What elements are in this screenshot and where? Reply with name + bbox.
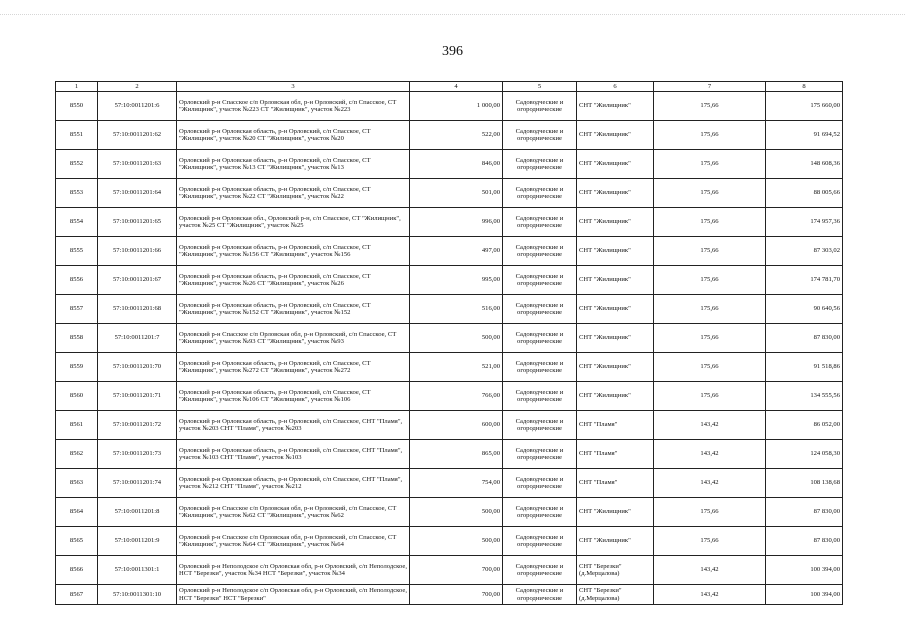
- col-header: 8: [766, 82, 843, 92]
- row-number: 8551: [56, 121, 98, 150]
- area: 500,00: [410, 498, 503, 527]
- unit-price: 175,66: [654, 266, 766, 295]
- cadastral-number: 57:10:0011201:73: [98, 440, 177, 469]
- cadastral-number: 57:10:0011201:72: [98, 411, 177, 440]
- cadastral-number: 57:10:0011201:74: [98, 469, 177, 498]
- land-use: Садоводческие и огороднические: [503, 295, 577, 324]
- cadastral-number: 57:10:0011201:64: [98, 179, 177, 208]
- land-use: Садоводческие и огороднические: [503, 556, 577, 585]
- land-use: Садоводческие и огороднические: [503, 353, 577, 382]
- address: Орловский р-н Спасское с/п Орловская обл, р-н Орловский, с/п Спасское, СТ "Жилищник", участок №223 СТ "Жилищник", участок №223: [177, 92, 410, 121]
- cadastral-number: 57:10:0011201:65: [98, 208, 177, 237]
- organization: СНТ "Пламя": [577, 469, 654, 498]
- scan-noise: [0, 14, 905, 19]
- col-header: 6: [577, 82, 654, 92]
- address: Орловский р-н Орловская область, р-н Орловский, с/п Спасское, СТ "Жилищник", участок №13 СТ "Жилищник", участок №13: [177, 150, 410, 179]
- table-row: [56, 382, 843, 411]
- unit-price: 175,66: [654, 92, 766, 121]
- row-number: 8567: [56, 585, 98, 605]
- land-use: Садоводческие и огороднические: [503, 121, 577, 150]
- unit-price: 143,42: [654, 585, 766, 605]
- address: Орловский р-н Орловская область, р-н Орловский, с/п Спасское, СНТ "Пламя", участок №203 СНТ "Пламя", участок №203: [177, 411, 410, 440]
- unit-price: 175,66: [654, 324, 766, 353]
- area: 500,00: [410, 527, 503, 556]
- table-row: [56, 208, 843, 237]
- cadastral-cost: 86 052,00: [766, 411, 843, 440]
- area: 700,00: [410, 556, 503, 585]
- address: Орловский р-н Спасское с/п Орловская обл, р-н Орловский, с/п Спасское, СТ "Жилищник", участок №62 СТ "Жилищник", участок №62: [177, 498, 410, 527]
- area: 500,00: [410, 324, 503, 353]
- area: 995,00: [410, 266, 503, 295]
- cadastral-number: 57:10:0011201:71: [98, 382, 177, 411]
- row-number: 8554: [56, 208, 98, 237]
- cadastral-cost: 148 608,36: [766, 150, 843, 179]
- area: 865,00: [410, 440, 503, 469]
- area: 700,00: [410, 585, 503, 605]
- cadastral-cost: 87 303,02: [766, 237, 843, 266]
- organization: СНТ "Жилищник": [577, 92, 654, 121]
- land-use: Садоводческие и огороднические: [503, 324, 577, 353]
- row-number: 8557: [56, 295, 98, 324]
- organization: СНТ "Жилищник": [577, 150, 654, 179]
- organization: СНТ "Жилищник": [577, 527, 654, 556]
- table-row: [56, 353, 843, 382]
- table-row: [56, 179, 843, 208]
- address: Орловский р-н Орловская область, р-н Орловский, с/п Спасское, СТ "Жилищник", участок №106 СТ "Жилищник", участок №106: [177, 382, 410, 411]
- area: 497,00: [410, 237, 503, 266]
- table-row: [56, 324, 843, 353]
- area: 846,00: [410, 150, 503, 179]
- unit-price: 143,42: [654, 411, 766, 440]
- cadastral-number: 57:10:0011201:68: [98, 295, 177, 324]
- table-row: [56, 527, 843, 556]
- cadastral-cost: 87 830,00: [766, 498, 843, 527]
- cadastral-cost: 90 640,56: [766, 295, 843, 324]
- organization: СНТ "Жилищник": [577, 353, 654, 382]
- address: Орловский р-н Орловская область, р-н Орловский, с/п Спасское, СТ "Жилищник", участок №152 СТ "Жилищник", участок №152: [177, 295, 410, 324]
- cadastral-number: 57:10:0011201:9: [98, 527, 177, 556]
- area: 754,00: [410, 469, 503, 498]
- table-row: [56, 498, 843, 527]
- cadastral-number: 57:10:0011201:6: [98, 92, 177, 121]
- organization: СНТ "Жилищник": [577, 498, 654, 527]
- address: Орловский р-н Неполодское с/п Орловская обл, р-н Орловский, с/п Неполодское, НСТ "Березки", участок №34 НСТ "Березки", участок №34: [177, 556, 410, 585]
- organization: СНТ "Жилищник": [577, 179, 654, 208]
- address: Орловский р-н Орловская область, р-н Орловский, с/п Спасское, СТ "Жилищник", участок №272 СТ "Жилищник", участок №272: [177, 353, 410, 382]
- area: 516,00: [410, 295, 503, 324]
- unit-price: 175,66: [654, 353, 766, 382]
- cadastral-number: 57:10:0011201:66: [98, 237, 177, 266]
- land-use: Садоводческие и огороднические: [503, 237, 577, 266]
- address: Орловский р-н Орловская область, р-н Орловский, с/п Спасское, СТ "Жилищник", участок №156 СТ "Жилищник", участок №156: [177, 237, 410, 266]
- table-row: [56, 469, 843, 498]
- cadastral-number: 57:10:0011201:8: [98, 498, 177, 527]
- unit-price: 175,66: [654, 179, 766, 208]
- row-number: 8559: [56, 353, 98, 382]
- col-header: 3: [177, 82, 410, 92]
- table-row: [56, 92, 843, 121]
- cadastral-cost: 175 660,00: [766, 92, 843, 121]
- cadastral-cost: 88 005,66: [766, 179, 843, 208]
- cadastral-number: 57:10:0011301:10: [98, 585, 177, 605]
- organization: СНТ "Березки" (д.Мерцалова): [577, 556, 654, 585]
- cadastral-cost: 87 830,00: [766, 324, 843, 353]
- organization: СНТ "Жилищник": [577, 121, 654, 150]
- cadastral-cost: 174 957,36: [766, 208, 843, 237]
- address: Орловский р-н Орловская обл., Орловский р-н, с/п Спасское, СТ "Жилищник", участок №25 СТ "Жилищник", участок №25: [177, 208, 410, 237]
- row-number: 8561: [56, 411, 98, 440]
- unit-price: 175,66: [654, 498, 766, 527]
- table-body: [56, 92, 843, 605]
- table-row: [56, 556, 843, 585]
- organization: СНТ "Жилищник": [577, 266, 654, 295]
- area: 521,00: [410, 353, 503, 382]
- address: Орловский р-н Орловская область, р-н Орловский, с/п Спасское, СТ "Жилищник", участок №20 СТ "Жилищник", участок №20: [177, 121, 410, 150]
- row-number: 8562: [56, 440, 98, 469]
- land-use: Садоводческие и огороднические: [503, 411, 577, 440]
- unit-price: 175,66: [654, 295, 766, 324]
- cadastral-cost: 91 694,52: [766, 121, 843, 150]
- table-header-row: [56, 82, 843, 92]
- cadastral-number: 57:10:0011201:63: [98, 150, 177, 179]
- land-use: Садоводческие и огороднические: [503, 440, 577, 469]
- land-use: Садоводческие и огороднические: [503, 469, 577, 498]
- cadastral-cost: 100 394,00: [766, 585, 843, 605]
- area: 501,00: [410, 179, 503, 208]
- address: Орловский р-н Орловская область, р-н Орловский, с/п Спасское, СТ "Жилищник", участок №26 СТ "Жилищник", участок №26: [177, 266, 410, 295]
- area: 996,00: [410, 208, 503, 237]
- row-number: 8556: [56, 266, 98, 295]
- land-use: Садоводческие и огороднические: [503, 266, 577, 295]
- table-row: [56, 266, 843, 295]
- land-use: Садоводческие и огороднические: [503, 208, 577, 237]
- table-row: [56, 585, 843, 605]
- table-row: [56, 411, 843, 440]
- cadastral-number: 57:10:0011201:7: [98, 324, 177, 353]
- row-number: 8555: [56, 237, 98, 266]
- unit-price: 175,66: [654, 237, 766, 266]
- land-use: Садоводческие и огороднические: [503, 92, 577, 121]
- organization: СНТ "Жилищник": [577, 237, 654, 266]
- table-row: [56, 440, 843, 469]
- cadastral-cost: 124 058,30: [766, 440, 843, 469]
- unit-price: 175,66: [654, 527, 766, 556]
- area: 600,00: [410, 411, 503, 440]
- land-use: Садоводческие и огороднические: [503, 498, 577, 527]
- area: 1 000,00: [410, 92, 503, 121]
- organization: СНТ "Жилищник": [577, 208, 654, 237]
- area: 766,00: [410, 382, 503, 411]
- col-header: 1: [56, 82, 98, 92]
- unit-price: 175,66: [654, 150, 766, 179]
- row-number: 8564: [56, 498, 98, 527]
- land-use: Садоводческие и огороднические: [503, 527, 577, 556]
- unit-price: 175,66: [654, 382, 766, 411]
- organization: СНТ "Жилищник": [577, 324, 654, 353]
- unit-price: 175,66: [654, 208, 766, 237]
- cadastral-cost: 91 518,86: [766, 353, 843, 382]
- cadastral-number: 57:10:0011201:67: [98, 266, 177, 295]
- row-number: 8566: [56, 556, 98, 585]
- address: Орловский р-н Орловская область, р-н Орловский, с/п Спасское, СНТ "Пламя", участок №103 СНТ "Пламя", участок №103: [177, 440, 410, 469]
- land-use: Садоводческие и огороднические: [503, 179, 577, 208]
- cadastral-cost: 87 830,00: [766, 527, 843, 556]
- unit-price: 175,66: [654, 121, 766, 150]
- address: Орловский р-н Орловская область, р-н Орловский, с/п Спасское, СНТ "Пламя", участок №212 СНТ "Пламя", участок №212: [177, 469, 410, 498]
- cadastral-number: 57:10:0011301:1: [98, 556, 177, 585]
- col-header: 2: [98, 82, 177, 92]
- table-row: [56, 295, 843, 324]
- row-number: 8563: [56, 469, 98, 498]
- col-header: 4: [410, 82, 503, 92]
- land-plots-table: [55, 81, 843, 605]
- cadastral-cost: 108 138,68: [766, 469, 843, 498]
- unit-price: 143,42: [654, 440, 766, 469]
- organization: СНТ "Березки" (д.Мерцалова): [577, 585, 654, 605]
- area: 522,00: [410, 121, 503, 150]
- organization: СНТ "Жилищник": [577, 295, 654, 324]
- row-number: 8550: [56, 92, 98, 121]
- address: Орловский р-н Орловская область, р-н Орловский, с/п Спасское, СТ "Жилищник", участок №22 СТ "Жилищник", участок №22: [177, 179, 410, 208]
- organization: СНТ "Пламя": [577, 411, 654, 440]
- unit-price: 143,42: [654, 469, 766, 498]
- page-number: 396: [442, 44, 463, 59]
- col-header: 7: [654, 82, 766, 92]
- land-use: Садоводческие и огороднические: [503, 150, 577, 179]
- cadastral-cost: 100 394,00: [766, 556, 843, 585]
- cadastral-number: 57:10:0011201:62: [98, 121, 177, 150]
- table-row: [56, 121, 843, 150]
- table-row: [56, 237, 843, 266]
- land-use: Садоводческие и огороднические: [503, 585, 577, 605]
- row-number: 8552: [56, 150, 98, 179]
- table-row: [56, 150, 843, 179]
- row-number: 8553: [56, 179, 98, 208]
- address: Орловский р-н Неполодское с/п Орловская обл, р-н Орловский, с/п Неполодское, НСТ "Березки" НСТ "Березки": [177, 585, 410, 605]
- row-number: 8560: [56, 382, 98, 411]
- cadastral-cost: 134 555,56: [766, 382, 843, 411]
- cadastral-number: 57:10:0011201:70: [98, 353, 177, 382]
- col-header: 5: [503, 82, 577, 92]
- address: Орловский р-н Спасское с/п Орловская обл, р-н Орловский, с/п Спасское, СТ "Жилищник", участок №93 СТ "Жилищник", участок №93: [177, 324, 410, 353]
- address: Орловский р-н Спасское с/п Орловская обл, р-н Орловский, с/п Спасское, СТ "Жилищник", участок №64 СТ "Жилищник", участок №64: [177, 527, 410, 556]
- cadastral-cost: 174 781,70: [766, 266, 843, 295]
- organization: СНТ "Пламя": [577, 440, 654, 469]
- organization: СНТ "Жилищник": [577, 382, 654, 411]
- row-number: 8558: [56, 324, 98, 353]
- land-use: Садоводческие и огороднические: [503, 382, 577, 411]
- row-number: 8565: [56, 527, 98, 556]
- unit-price: 143,42: [654, 556, 766, 585]
